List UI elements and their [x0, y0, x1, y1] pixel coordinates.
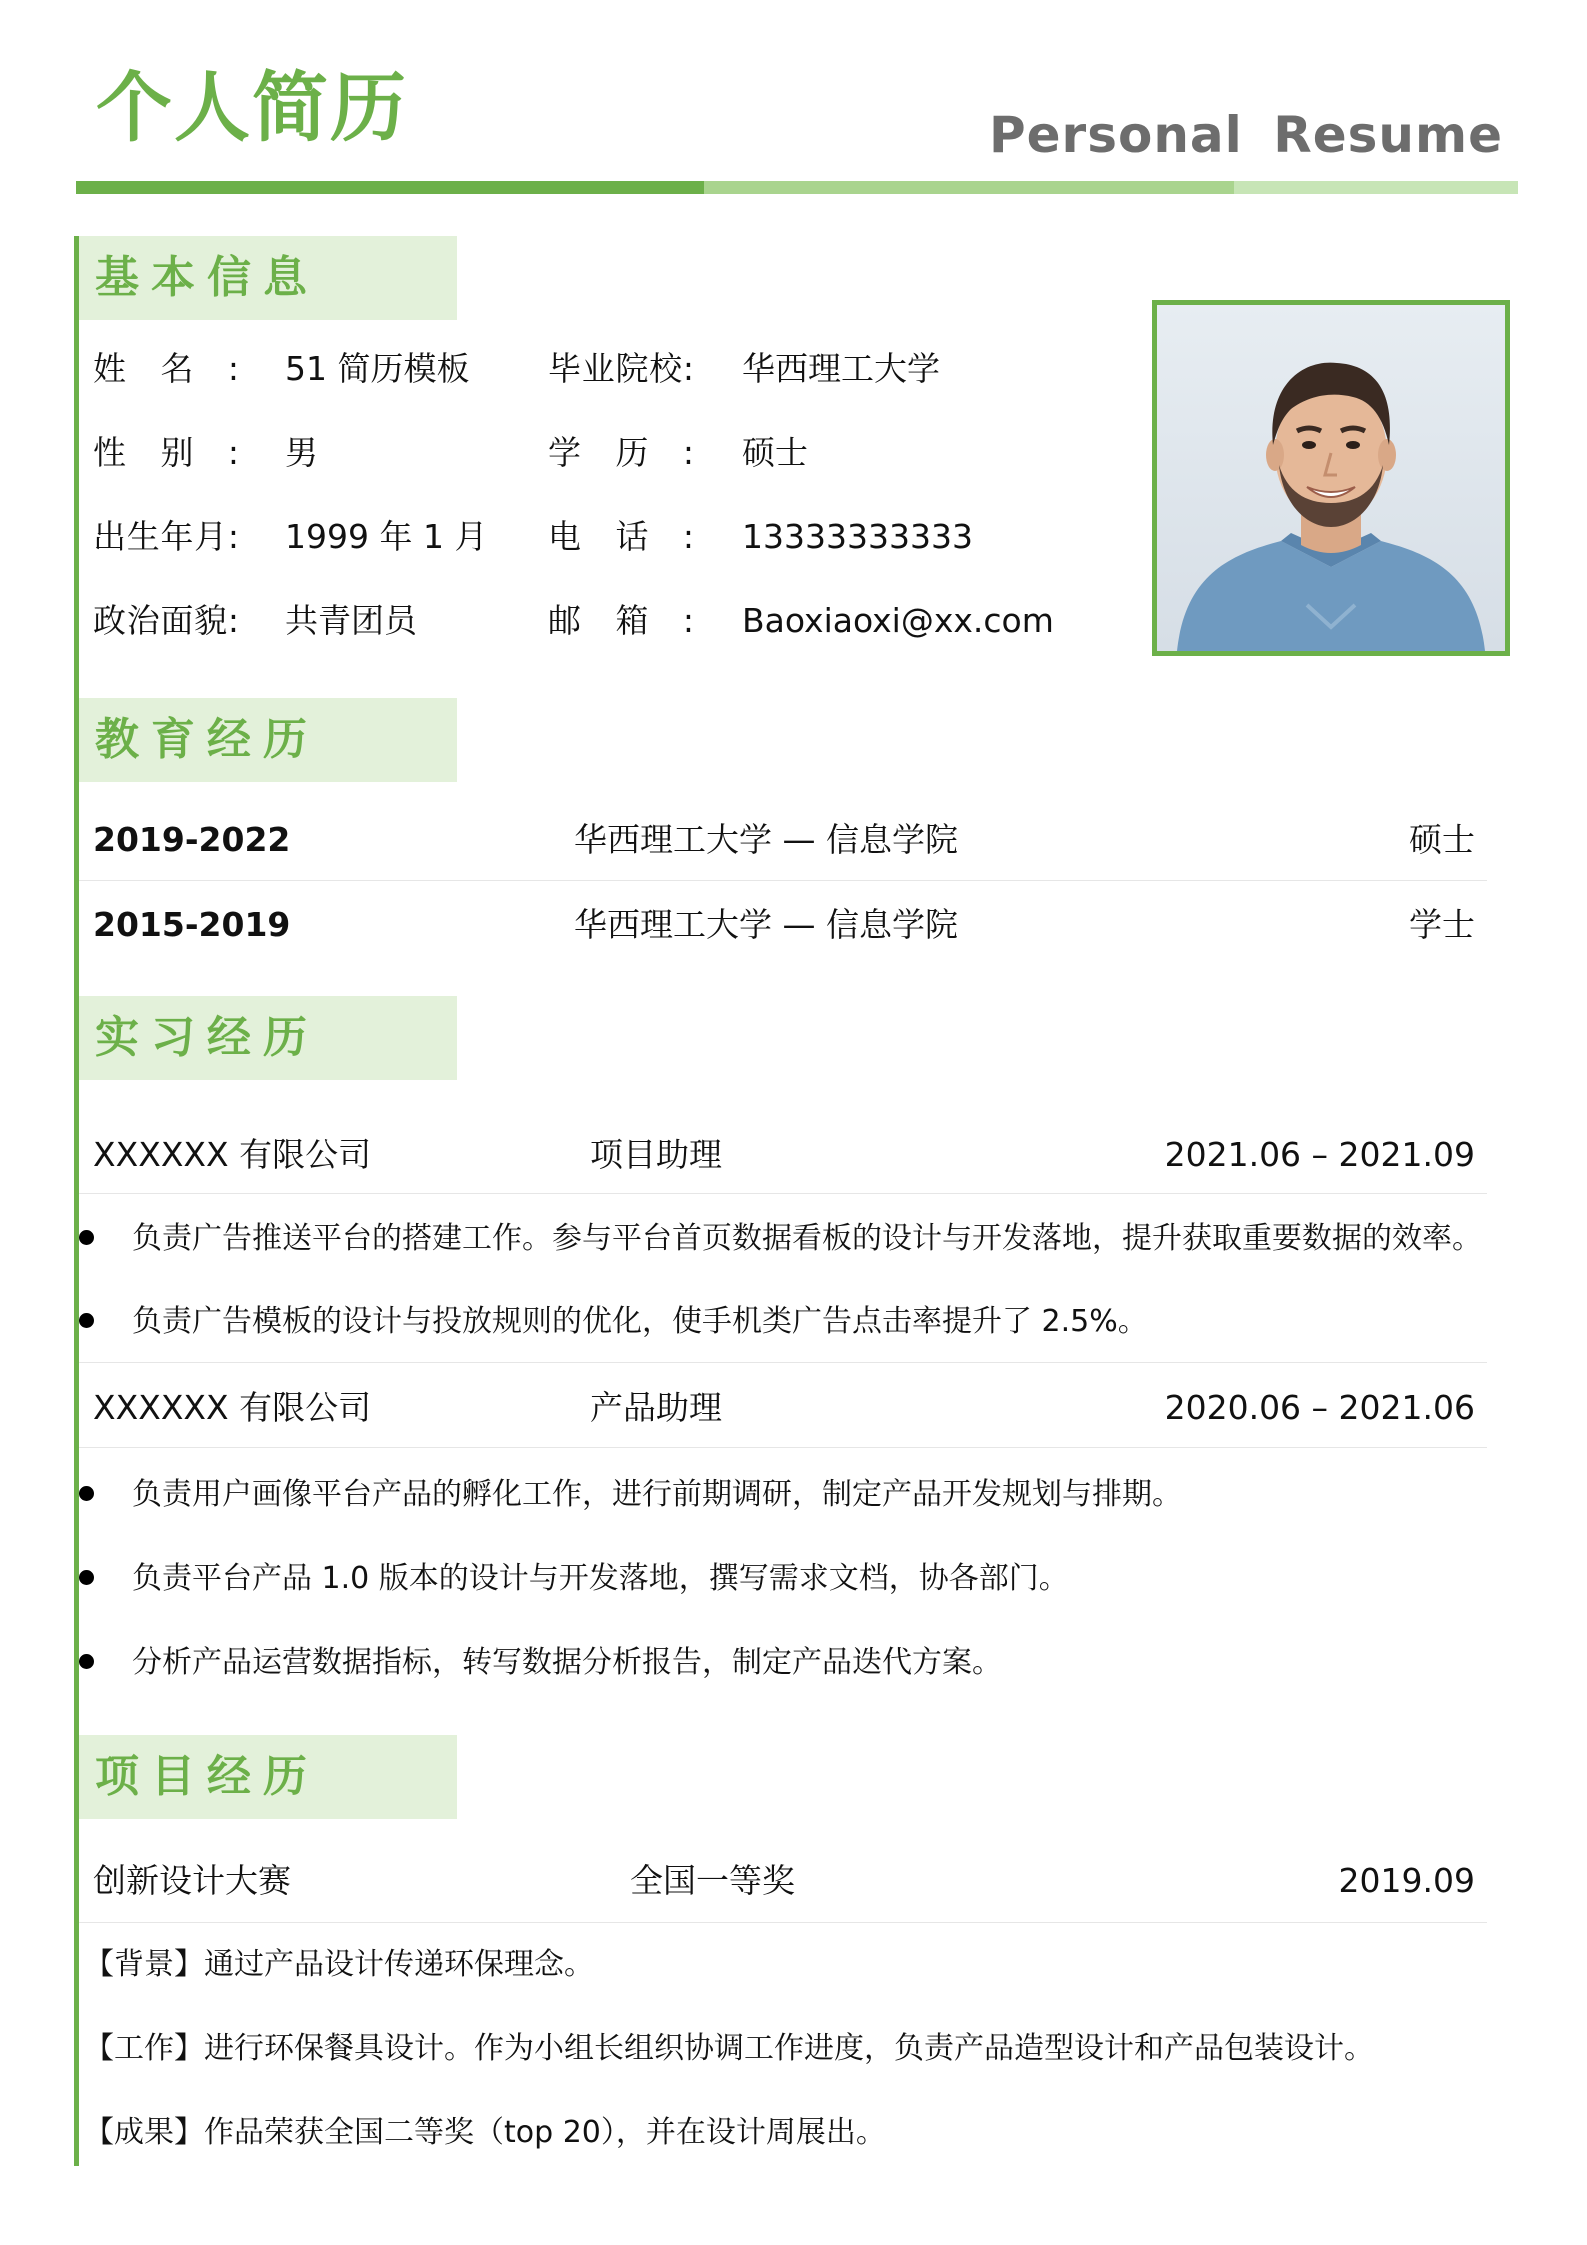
info-label-phone: 电话: [548, 517, 694, 556]
divider [79, 1447, 1487, 1448]
info-value-school: 华西理工大学 [742, 349, 940, 388]
bullet-dot [79, 1654, 94, 1669]
divider [79, 880, 1487, 881]
internship-bullet: 负责用户画像平台产品的孵化工作，进行前期调研，制定产品开发规划与排期。 [132, 1477, 1182, 1512]
internship-role: 产品助理 [590, 1388, 722, 1427]
resume-title-en: Personal Resume [989, 106, 1503, 164]
internship-role: 项目助理 [590, 1135, 722, 1174]
internship-bullet: 负责广告推送平台的搭建工作。参与平台首页数据看板的设计与开发落地，提升获取重要数据的效率。 [132, 1221, 1482, 1256]
info-value-birth: 1999 年 1 月 [285, 517, 488, 556]
info-label-name: 姓名: [93, 349, 239, 388]
project-date: 2019.09 [1338, 1861, 1475, 1900]
info-value-phone: 13333333333 [742, 517, 973, 556]
project-result: 【成果】作品荣获全国二等奖（top 20），并在设计周展出。 [84, 2115, 886, 2150]
bullet-dot [79, 1570, 94, 1585]
left-accent-line [74, 236, 79, 2166]
section-header-basic [79, 236, 457, 320]
internship-bullet: 负责广告模板的设计与投放规则的优化，使手机类广告点击率提升了 2.5%。 [132, 1304, 1148, 1339]
section-title-basic: 基本信息 [95, 252, 319, 303]
section-header-project [79, 1735, 457, 1819]
education-years: 2015-2019 [93, 905, 291, 944]
header-bar-mid [704, 181, 1234, 194]
section-header-education [79, 698, 457, 782]
bullet-dot [79, 1313, 94, 1328]
header-bar-dark [76, 181, 704, 194]
bullet-dot [79, 1486, 94, 1501]
profile-photo [1152, 300, 1510, 656]
header-bar-light [1234, 181, 1518, 194]
project-award: 全国一等奖 [630, 1861, 795, 1900]
internship-company: XXXXXX 有限公司 [93, 1135, 372, 1174]
project-name: 创新设计大赛 [93, 1861, 291, 1900]
education-degree: 学士 [1409, 905, 1475, 944]
project-work: 【工作】进行环保餐具设计。作为小组长组织协调工作进度，负责产品造型设计和产品包装设计。 [84, 2031, 1374, 2066]
info-label-political: 政治面貌: [93, 601, 239, 640]
info-label-email: 邮箱: [548, 601, 694, 640]
section-title-project: 项目经历 [95, 1751, 319, 1802]
project-background: 【背景】通过产品设计传递环保理念。 [84, 1947, 594, 1982]
section-header-internship [79, 996, 457, 1080]
info-label-school: 毕业院校: [548, 349, 694, 388]
education-degree: 硕士 [1409, 820, 1475, 859]
internship-bullet: 分析产品运营数据指标，转写数据分析报告，制定产品迭代方案。 [132, 1645, 1002, 1680]
info-label-gender: 性别: [93, 433, 239, 472]
divider [79, 1922, 1487, 1923]
info-value-gender: 男 [285, 433, 318, 472]
divider [79, 1193, 1487, 1194]
profile-photo-icon [1157, 305, 1505, 651]
section-title-internship: 实习经历 [95, 1012, 319, 1063]
internship-period: 2020.06 – 2021.06 [1164, 1388, 1475, 1427]
education-years: 2019-2022 [93, 820, 291, 859]
info-value-name: 51 简历模板 [285, 349, 470, 388]
education-school: 华西理工大学 — 信息学院 [574, 905, 958, 944]
internship-period: 2021.06 – 2021.09 [1164, 1135, 1475, 1174]
education-school: 华西理工大学 — 信息学院 [574, 820, 958, 859]
divider [79, 1362, 1487, 1363]
bullet-dot [79, 1230, 94, 1245]
internship-bullet: 负责平台产品 1.0 版本的设计与开发落地，撰写需求文档，协各部门。 [132, 1561, 1069, 1596]
info-label-degree: 学历: [548, 433, 694, 472]
info-value-email: Baoxiaoxi@xx.com [742, 601, 1054, 640]
resume-title-cn: 个人简历 [96, 63, 408, 152]
internship-company: XXXXXX 有限公司 [93, 1388, 372, 1427]
section-title-education: 教育经历 [95, 714, 319, 765]
info-label-birth: 出生年月: [93, 517, 239, 556]
info-value-degree: 硕士 [742, 433, 808, 472]
info-value-political: 共青团员 [285, 601, 417, 640]
